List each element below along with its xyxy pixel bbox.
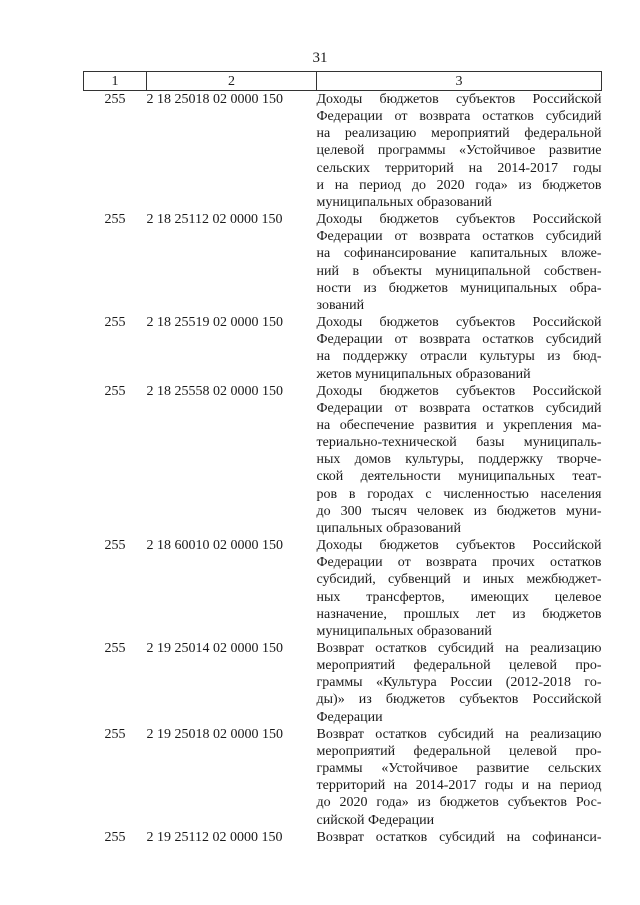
page-number: 31 — [312, 50, 328, 66]
description-cell — [317, 211, 602, 314]
header-col-2: 2 — [147, 72, 317, 91]
description-line: ности из бюджетов муниципальных обра- — [316, 280, 602, 296]
table-row — [84, 91, 602, 212]
header-col-1: 1 — [84, 72, 147, 91]
description-line: Возврат остатков субсидий на реализацию — [316, 726, 602, 742]
description-line: ципальных образований — [316, 520, 461, 536]
description-line: и на период до 2020 года» из бюджетов — [316, 177, 602, 193]
description-line: жетов муниципальных образований — [316, 366, 531, 382]
revenue-code-cell: 2 18 25112 02 0000 150 — [146, 212, 283, 228]
admin-code-cell: 255 — [104, 383, 126, 399]
description-line: Федерации от возврата прочих остатков — [316, 555, 602, 571]
description-line: Доходы бюджетов субъектов Российской — [316, 315, 602, 331]
description-line: сийской Федерации — [316, 812, 435, 828]
table-row — [84, 383, 602, 537]
revenue-code-cell: 2 18 25558 02 0000 150 — [146, 383, 283, 399]
description-line: ской деятельности муниципальных теат- — [316, 469, 602, 485]
description-line: ных трансфертов, имеющих целевое — [316, 589, 602, 605]
description-cell — [317, 537, 602, 640]
description-line: ний в объекты муниципальной собствен- — [316, 263, 602, 279]
description-cell — [317, 314, 602, 383]
header-row — [84, 72, 602, 91]
description-line: Доходы бюджетов субъектов Российской — [316, 383, 602, 399]
table-body — [84, 91, 602, 846]
description-line: граммы «Устойчивое развитие сельских — [316, 761, 602, 777]
description-line: териально-технической базы муниципаль- — [316, 435, 602, 451]
revenue-code-cell: 2 18 25018 02 0000 150 — [146, 92, 283, 107]
revenue-code-cell: 2 18 60010 02 0000 150 — [146, 538, 283, 554]
description-line: Доходы бюджетов субъектов Российской — [316, 212, 602, 228]
description-line: граммы «Культура России (2012-2018 го- — [316, 675, 602, 691]
description-line: на обеспечение развития и укрепления ма- — [316, 417, 602, 433]
table-row — [84, 537, 602, 640]
description-line: ды)» из бюджетов субъектов Российской — [316, 692, 602, 708]
description-line: целевой программы «Устойчивое развитие — [316, 143, 602, 159]
description-line: Возврат остатков субсидий на реализацию — [316, 641, 602, 656]
description-line: территорий на 2014-2017 годы и на период — [316, 778, 602, 794]
description-line: Федерации от возврата остатков субсидий — [316, 109, 602, 125]
description-line: Федерации от возврата остатков субсидий — [316, 400, 602, 416]
description-line: муниципальных образований — [316, 623, 492, 639]
description-line: сельских территорий на 2014-2017 годы — [316, 160, 602, 176]
revenue-code-cell: 2 18 25519 02 0000 150 — [146, 315, 283, 331]
description-line: Доходы бюджетов субъектов Российской — [316, 92, 602, 107]
description-line: на софинансирование капитальных вложе- — [316, 246, 602, 262]
description-line: субсидий, субвенций и иных межбюджет- — [316, 572, 602, 588]
description-line: Возврат остатков субсидий на софинанси- — [316, 829, 602, 845]
description-line: ров в городах с численностью населения — [316, 486, 602, 502]
description-cell — [317, 640, 602, 726]
description-line: на поддержку отрасли культуры из бюд- — [316, 349, 602, 365]
description-cell — [317, 383, 602, 537]
description-line: на реализацию мероприятий федеральной — [316, 126, 602, 142]
table-row — [84, 829, 602, 846]
description-line: мероприятий федеральной целевой про- — [316, 743, 602, 759]
description-line: Федерации — [316, 709, 383, 725]
revenue-code-cell: 2 19 25112 02 0000 150 — [146, 829, 283, 845]
description-line: зований — [316, 297, 365, 313]
table-row — [84, 211, 602, 314]
description-line: до 2020 года» из бюджетов субъектов Рос- — [316, 795, 602, 811]
table-row — [84, 314, 602, 383]
description-line: до 300 тысяч человек из бюджетов муни- — [316, 503, 602, 519]
table-row — [84, 640, 602, 726]
description-line: мероприятий федеральной целевой про- — [316, 658, 602, 674]
table-header — [84, 72, 602, 91]
admin-code-cell: 255 — [104, 829, 126, 845]
description-line: ных домов культуры, поддержку творче- — [316, 452, 602, 468]
description-line: назначение, прошлых лет из бюджетов — [316, 606, 602, 622]
header-col-3: 3 — [317, 72, 602, 91]
description-cell — [317, 726, 602, 829]
description-cell — [317, 829, 602, 846]
admin-code-cell: 255 — [104, 641, 126, 656]
revenue-code-cell: 2 19 25018 02 0000 150 — [146, 726, 283, 742]
description-line: Федерации от возврата остатков субсидий — [316, 332, 602, 348]
admin-code-cell: 255 — [104, 315, 126, 331]
budget-code-table — [83, 71, 602, 846]
admin-code-cell: 255 — [104, 726, 126, 742]
description-line: Федерации от возврата остатков субсидий — [316, 229, 602, 245]
admin-code-cell: 255 — [104, 92, 126, 107]
revenue-code-cell: 2 19 25014 02 0000 150 — [146, 641, 283, 656]
description-cell — [317, 91, 602, 212]
table-row — [84, 726, 602, 829]
admin-code-cell: 255 — [104, 212, 126, 228]
admin-code-cell: 255 — [104, 538, 126, 554]
description-line: муниципальных образований — [316, 194, 492, 210]
description-line: Доходы бюджетов субъектов Российской — [316, 538, 602, 554]
